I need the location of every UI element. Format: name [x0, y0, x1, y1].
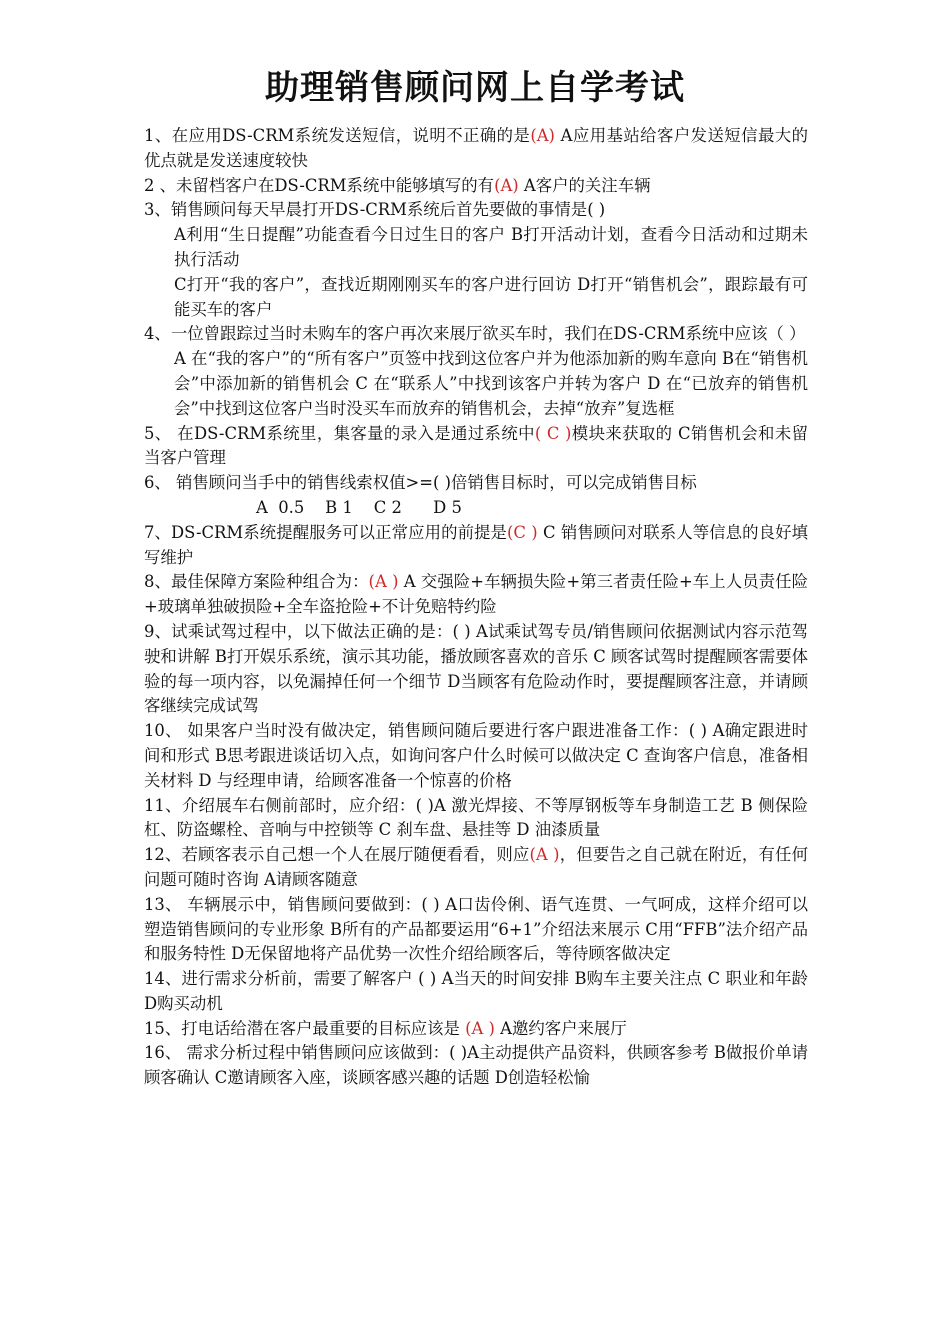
- question-10: 10、 如果客户当时没有做决定，销售顾问随后要进行客户跟进准备工作：( ) A确定跟进时间和形式 B思考跟进谈话切入点，如询问客户什么时候可以做决定 C 查询客户信息，准备相关材料 D 与经理申请，给顾客准备一个惊喜的价格: [144, 721, 808, 790]
- question-3-options-ab: A利用“生日提醒”功能查看今日过生日的客户 B打开活动计划，查看今日活动和过期未执行活动: [174, 225, 808, 269]
- question-2: 2 、未留档客户在DS-CRM系统中能够填写的有(A) A客户的关注车辆: [144, 175, 651, 195]
- question-11: 11、介绍展车右侧前部时，应介绍：( )A 激光焊接、不等厚钢板等车身制造工艺 B 侧保险杠、防盗螺栓、音响与中控锁等 C 刹车盘、悬挂等 D 油漆质量: [144, 795, 808, 840]
- answer-mark: (A): [494, 175, 519, 195]
- question-5: 5、 在DS-CRM系统里，集客量的录入是通过系统中( C )模块来获取的 C销售机会和未留当客户管理: [144, 423, 808, 468]
- question-3: 3、销售顾问每天早晨打开DS-CRM系统后首先要做的事情是( ): [144, 200, 606, 220]
- question-list: [144, 124, 808, 1091]
- answer-mark: (A ): [529, 845, 560, 865]
- document-title: 助理销售顾问网上自学考试: [265, 68, 685, 108]
- question-3-options-cd: C打开“我的客户”，查找近期刚刚买车的客户进行回访 D打开“销售机会”，跟踪最有可能买车的客户: [174, 274, 808, 319]
- answer-mark: ( C ): [534, 423, 572, 443]
- question-1: 1、在应用DS-CRM系统发送短信，说明不正确的是(A) A应用基站给客户发送短信最大的优点就是发送速度较快: [144, 126, 808, 170]
- question-4: 4、一位曾跟踪过当时未购车的客户再次来展厅欲买车时，我们在DS-CRM系统中应该（ ）: [144, 324, 806, 344]
- question-4-options: A 在“我的客户”的“所有客户”页签中找到这位客户并为他添加新的购车意向 B在“销售机会”中添加新的销售机会 C 在“联系人”中找到该客户并转为客户 D 在“已放弃的销售机会”中找到这位客户当时没买车而放弃的销售机会，去掉“放弃”复选框: [174, 349, 808, 418]
- question-16: 16、 需求分析过程中销售顾问应该做到：( )A主动提供产品资料，供顾客参考 B做报价单请顾客确认 C邀请顾客入座，谈顾客感兴趣的话题 D创造轻松愉: [144, 1043, 808, 1088]
- question-12: 12、若顾客表示自己想一个人在展厅随便看看，则应(A )，但要告之自己就在附近，有任何问题可随时咨询 A请顾客随意: [144, 845, 809, 889]
- question-15: 15、打电话给潜在客户最重要的目标应该是 (A ) A邀约客户来展厅: [144, 1018, 627, 1038]
- answer-mark: (C ): [507, 522, 538, 542]
- question-6: 6、 销售顾问当手中的销售线索权值>=( )倍销售目标时，可以完成销售目标: [144, 473, 697, 493]
- answer-mark: (A ): [368, 572, 399, 592]
- question-14: 14、进行需求分析前，需要了解客户 ( ) A当天的时间安排 B购车主要关注点 C 职业和年龄 D购买动机: [144, 969, 808, 1013]
- question-9: 9、试乘试驾过程中，以下做法正确的是：( ) A试乘试驾专员/销售顾问依据测试内容示范驾驶和讲解 B打开娱乐系统，演示其功能，播放顾客喜欢的音乐 C 顾客试驾时提醒顾客需要体验的每一项内容，以免漏掉任何一个细节 D当顾客有危险动作时，要提醒顾客注意，并请顾客继续完成试驾: [144, 621, 808, 716]
- question-6-options: A 0.5 B 1 C 2 D 5: [256, 497, 462, 517]
- question-7: 7、DS-CRM系统提醒服务可以正常应用的前提是(C ) C 销售顾问对联系人等信息的良好填写维护: [144, 522, 808, 567]
- answer-mark: (A): [530, 126, 555, 145]
- question-8: 8、最佳保障方案险种组合为：(A ) A 交强险+车辆损失险+第三者责任险+车上人员责任险+玻璃单独破损险+全车盗抢险+不计免赔特约险: [144, 572, 808, 617]
- question-13: 13、 车辆展示中，销售顾问要做到：( ) A口齿伶俐、语气连贯、一气呵成，这样介绍可以塑造销售顾问的专业形象 B所有的产品都要运用“6+1”介绍法来展示 C用“FFB”法介绍产品和服务特性 D无保留地将产品优势一次性介绍给顾客后，等待顾客做决定: [144, 894, 808, 964]
- answer-mark: (A ): [459, 1018, 495, 1038]
